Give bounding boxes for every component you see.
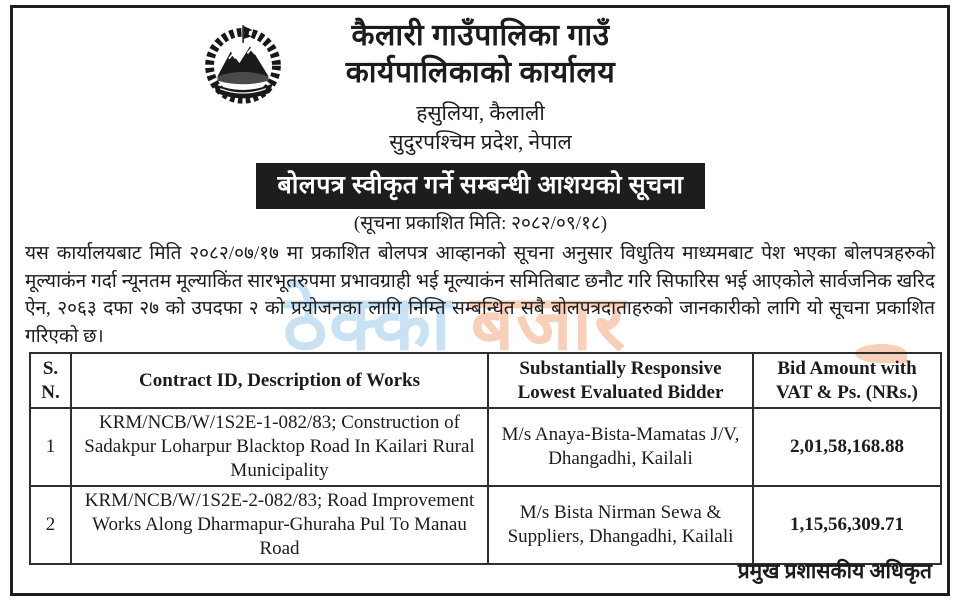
cell-sn: 1 bbox=[30, 408, 71, 486]
notice-title-banner: बोलपत्र स्वीकृत गर्ने सम्बन्धी आशयको सूचना bbox=[256, 163, 706, 209]
cell-contract: KRM/NCB/W/1S2E-1-082/83; Construction of Sadakpur Loharpur Blacktop Road In Kailari Rural Municipality bbox=[71, 408, 488, 486]
org-name-line-2: कार्यपालिकाको कार्यालय bbox=[345, 56, 616, 89]
header-bidder: Substantially Responsive Lowest Evaluated Bidder bbox=[488, 353, 753, 408]
header-contract: Contract ID, Description of Works bbox=[71, 353, 488, 408]
header-amount: Bid Amount with VAT & Ps. (NRs.) bbox=[753, 353, 941, 408]
cell-contract: KRM/NCB/W/1S2E-2-082/83; Road Improvement Works Along Dharmapur-Ghuraha Pul To Manau Road bbox=[71, 486, 488, 564]
watermark-word-2: बजार bbox=[470, 282, 628, 366]
header-sn: S. N. bbox=[30, 353, 71, 408]
table-header-row bbox=[30, 353, 941, 408]
cell-bidder: M/s Anaya-Bista-Mamatas J/V, Dhangadhi, Kailali bbox=[488, 408, 753, 486]
signature-title: प्रमुख प्रशासकीय अधिकृत bbox=[737, 559, 932, 583]
org-name-line-1: कैलारी गाउँपालिका गाउँ bbox=[351, 19, 610, 52]
address-line-2: सुदुरपश्चिम प्रदेश, नेपाल bbox=[389, 130, 572, 154]
cell-amount: 2,01,58,168.88 bbox=[753, 408, 941, 486]
address-line-1: हसुलिया, कैलाली bbox=[416, 101, 545, 125]
published-date-line: (सूचना प्रकाशित मिति: २०८२/०९/१८) bbox=[353, 213, 608, 234]
cell-sn: 2 bbox=[30, 486, 71, 564]
notice-body-paragraph: यस कार्यालयबाट मिति २०८२/०७/१७ मा प्रकाशित बोलपत्र आव्हानको सूचना अनुसार विधुतिय माध्यमबाट पेश भएका बोलपत्रहरुको मूल्याकंन गर्दा न्यूनतम मूल्याकिंत सारभूतरुपमा प्रभावग्राही भई मूल्याकंन समितिबाट छनौट गरि सिफारिस भई आएकोले सार्वजनिक खरिद ऐन, २०६३ दफा २७ को उपदफा २ को प्रयोजनका लागि निम्ति सम्बन्धित सबै बोलपत्रदाताहरुको जानकारीको लागि यो सूचना प्रकाशित गरिएको छ। bbox=[25, 243, 935, 347]
table-row bbox=[30, 486, 941, 564]
bid-table bbox=[29, 352, 942, 565]
watermark-word-1: ठेक्का bbox=[283, 282, 453, 366]
table-row bbox=[30, 408, 941, 486]
cell-amount: 1,15,56,309.71 bbox=[753, 486, 941, 564]
cell-bidder: M/s Bista Nirman Sewa & Suppliers, Dhangadhi, Kailali bbox=[488, 486, 753, 564]
letterhead bbox=[0, 17, 961, 158]
notice-banner-wrap bbox=[0, 163, 961, 209]
